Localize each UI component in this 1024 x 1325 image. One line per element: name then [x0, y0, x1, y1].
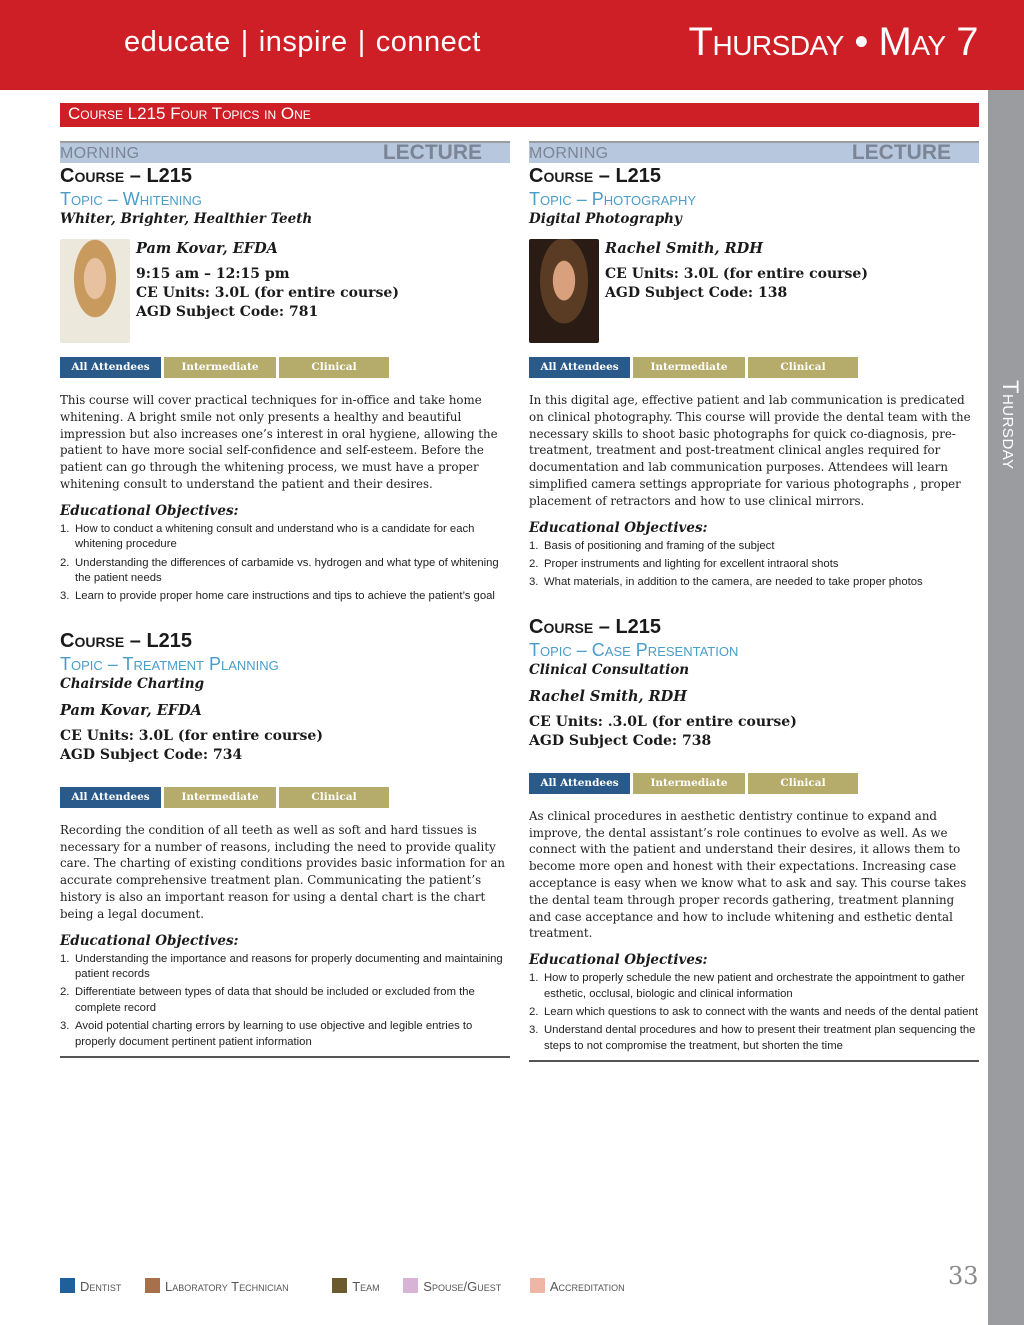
topic-title: Topic – Treatment Planning	[60, 653, 279, 674]
tagline-connect: connect	[375, 26, 481, 58]
speaker-name: Pam Kovar, EFDA	[60, 701, 202, 719]
topic-title: Topic – Whitening	[60, 189, 202, 209]
session-time: MORNING	[529, 145, 609, 162]
page-header	[0, 0, 1024, 90]
session-type: LECTURE	[382, 141, 482, 164]
objectives-title: Educational Objectives:	[60, 932, 239, 949]
objective-item: 3. Understand dental procedures and how to present their treatment plan sequencing the steps to not compromise the treatment, but shorten the time	[529, 1024, 976, 1052]
agd-code: AGD Subject Code: 734	[60, 746, 243, 763]
legend-swatch	[530, 1278, 545, 1293]
session-time: MORNING	[60, 145, 140, 162]
agd-code: AGD Subject Code: 738	[529, 732, 712, 749]
objective-item: 2. Understanding the differences of carbamide vs. hydrogen and what type of whitening the patient needs	[60, 556, 499, 584]
course-description: In this digital age, effective patient and lab communication is predicated on clinical photography. This course will provide the dental team with the necessary skills to shoot basic photographs for quick co-diagnosis, pre-treatment, treatment and post-treatment clinical angles required for documentation and lab communication purposes. Attendees will learn simplified camera settings appropriate for various photographs , proper placement of retractors and how to use clinical mirrors.	[529, 393, 971, 508]
tag-all-attendees: All Attendees	[60, 357, 161, 378]
objective-item: 2. Proper instruments and lighting for excellent intraoral shots	[529, 557, 839, 570]
course-description: As clinical procedures in aesthetic dentistry continue to expand and improve, the dental assistant’s role continues to evolve as well. As we connect with the patient and understand their desires, it allows them to become more open and honest with their expectations. Increasing case acceptance is easy when we know what to ask and say. This course takes the dental team through proper records gathering, treatment planning and case acceptance and how to include whitening and esthetic dental treatment.	[529, 808, 967, 941]
tagline-separator: |	[357, 26, 366, 58]
tagline	[124, 26, 481, 59]
tag-intermediate: Intermediate	[633, 773, 745, 794]
footer-legend	[60, 1278, 625, 1294]
topic-subtitle: Chairside Charting	[60, 675, 205, 692]
session-type: LECTURE	[851, 141, 951, 164]
tag-intermediate: Intermediate	[633, 357, 745, 378]
session-bar	[60, 141, 510, 163]
section-divider	[60, 1056, 510, 1058]
tag-clinical: Clinical	[748, 773, 858, 794]
units-block	[60, 727, 510, 765]
objective-item: 3. Learn to provide proper home care instructions and tips to achieve the patient’s goal	[60, 590, 495, 603]
objectives-list	[529, 971, 979, 1054]
topic-title: Topic – Case Presentation	[529, 639, 739, 660]
tagline-educate: educate	[124, 26, 231, 58]
speaker-name: Rachel Smith, RDH	[605, 240, 763, 257]
tag-intermediate: Intermediate	[164, 787, 276, 808]
course-code: Course – L215	[60, 629, 193, 652]
objectives-list	[60, 952, 510, 1050]
session-bar	[529, 141, 979, 163]
left-column	[60, 141, 510, 1058]
header-date: Thursday • May 7	[688, 20, 978, 64]
session-hours: 9:15 am – 12:15 pm	[136, 266, 290, 282]
audience-tags	[60, 357, 510, 378]
ce-units: CE Units: 3.0L (for entire course)	[605, 266, 868, 282]
tag-all-attendees: All Attendees	[529, 773, 630, 794]
legend-swatch	[332, 1278, 347, 1293]
objectives-list	[60, 522, 510, 605]
tag-intermediate: Intermediate	[164, 357, 276, 378]
topic-subtitle: Whiter, Brighter, Healthier Teeth	[60, 211, 313, 227]
speaker-photo	[529, 239, 599, 343]
tagline-inspire: inspire	[258, 26, 348, 58]
right-column	[529, 141, 979, 1062]
course-code: Course – L215	[529, 165, 662, 187]
tag-clinical: Clinical	[279, 787, 389, 808]
topic-subtitle: Clinical Consultation	[529, 661, 690, 678]
topic-title: Topic – Photography	[529, 189, 697, 209]
speaker-name: Pam Kovar, EFDA	[136, 240, 278, 257]
objective-item: 3. What materials, in addition to the camera, are needed to take proper photos	[529, 576, 923, 589]
legend-team: Team	[332, 1278, 379, 1294]
agd-code: AGD Subject Code: 138	[605, 285, 788, 301]
legend-swatch	[145, 1278, 160, 1293]
speaker-block	[60, 239, 510, 343]
course-code: Course – L215	[529, 615, 662, 638]
agd-code: AGD Subject Code: 781	[136, 304, 319, 320]
tagline-separator: |	[240, 26, 249, 58]
audience-tags	[529, 773, 979, 794]
speaker-block	[529, 239, 979, 343]
speaker-photo	[60, 239, 130, 343]
tag-all-attendees: All Attendees	[529, 357, 630, 378]
objective-item: 1. How to properly schedule the new patient and orchestrate the appointment to gather esthetic, occlusal, biologic and clinical information	[529, 972, 965, 1000]
sidebar	[988, 90, 1024, 1325]
ce-units: CE Units: 3.0L (for entire course)	[136, 285, 399, 301]
section-divider	[529, 1060, 979, 1062]
audience-tags	[529, 357, 979, 378]
objectives-list	[529, 539, 979, 591]
units-block	[529, 713, 979, 751]
course-banner: Course L215 Four Topics in One	[60, 103, 979, 127]
objective-item: 3. Avoid potential charting errors by learning to use objective and legible entries to properly document pertinent patient information	[60, 1020, 473, 1048]
legend-dentist: Dentist	[60, 1278, 121, 1294]
objectives-title: Educational Objectives:	[529, 952, 708, 969]
objective-item: 1. Understanding the importance and reasons for properly documenting and maintaining patient records	[60, 952, 503, 980]
course-description: Recording the condition of all teeth as well as soft and hard tissues is necessary for a number of reasons, including the need to provide quality care. The charting of existing conditions provides basic information for an accurate comprehensive treatment plan. Communicating the patient’s history is also an important reason for using a dental chart is the chart being a legal document.	[60, 822, 505, 921]
topic-subtitle: Digital Photography	[529, 211, 682, 227]
legend-swatch	[403, 1278, 418, 1293]
objective-item: 2. Differentiate between types of data that should be included or excluded from the complete record	[60, 986, 475, 1014]
ce-units: CE Units: .3.0L (for entire course)	[529, 713, 797, 730]
course-code: Course – L215	[60, 165, 193, 187]
page-number: 33	[948, 1262, 979, 1290]
speaker-info	[605, 239, 868, 343]
objectives-title: Educational Objectives:	[60, 502, 239, 519]
legend-accreditation: Accreditation	[530, 1278, 625, 1294]
legend-lab-tech: Laboratory Technician	[145, 1278, 289, 1294]
tag-clinical: Clinical	[279, 357, 389, 378]
tag-clinical: Clinical	[748, 357, 858, 378]
course-description: This course will cover practical techniques for in-office and take home whitening. A bright smile not only presents a healthy and beautiful impression but also increases one’s interest in oral hygiene, allowing the patient to have more social self-confidence and self-esteem. Before the patient can go through the whitening process, we must have a proper whitening consult to understand the patient and their desires.	[60, 393, 498, 491]
objective-item: 2. Learn which questions to ask to connect with the wants and needs of the dental patient	[529, 1005, 978, 1018]
objective-item: 1. Basis of positioning and framing of the subject	[529, 539, 775, 552]
speaker-info	[136, 239, 399, 343]
legend-spouse-guest: Spouse/Guest	[403, 1278, 501, 1294]
audience-tags	[60, 787, 510, 808]
objectives-title: Educational Objectives:	[529, 519, 708, 536]
objective-item: 1. How to conduct a whitening consult and understand who is a candidate for each whitening procedure	[60, 522, 475, 551]
ce-units: CE Units: 3.0L (for entire course)	[60, 727, 323, 744]
tag-all-attendees: All Attendees	[60, 787, 161, 808]
legend-swatch	[60, 1278, 75, 1293]
sidebar-day-label: Thursday	[998, 380, 1023, 470]
speaker-name: Rachel Smith, RDH	[529, 687, 687, 705]
